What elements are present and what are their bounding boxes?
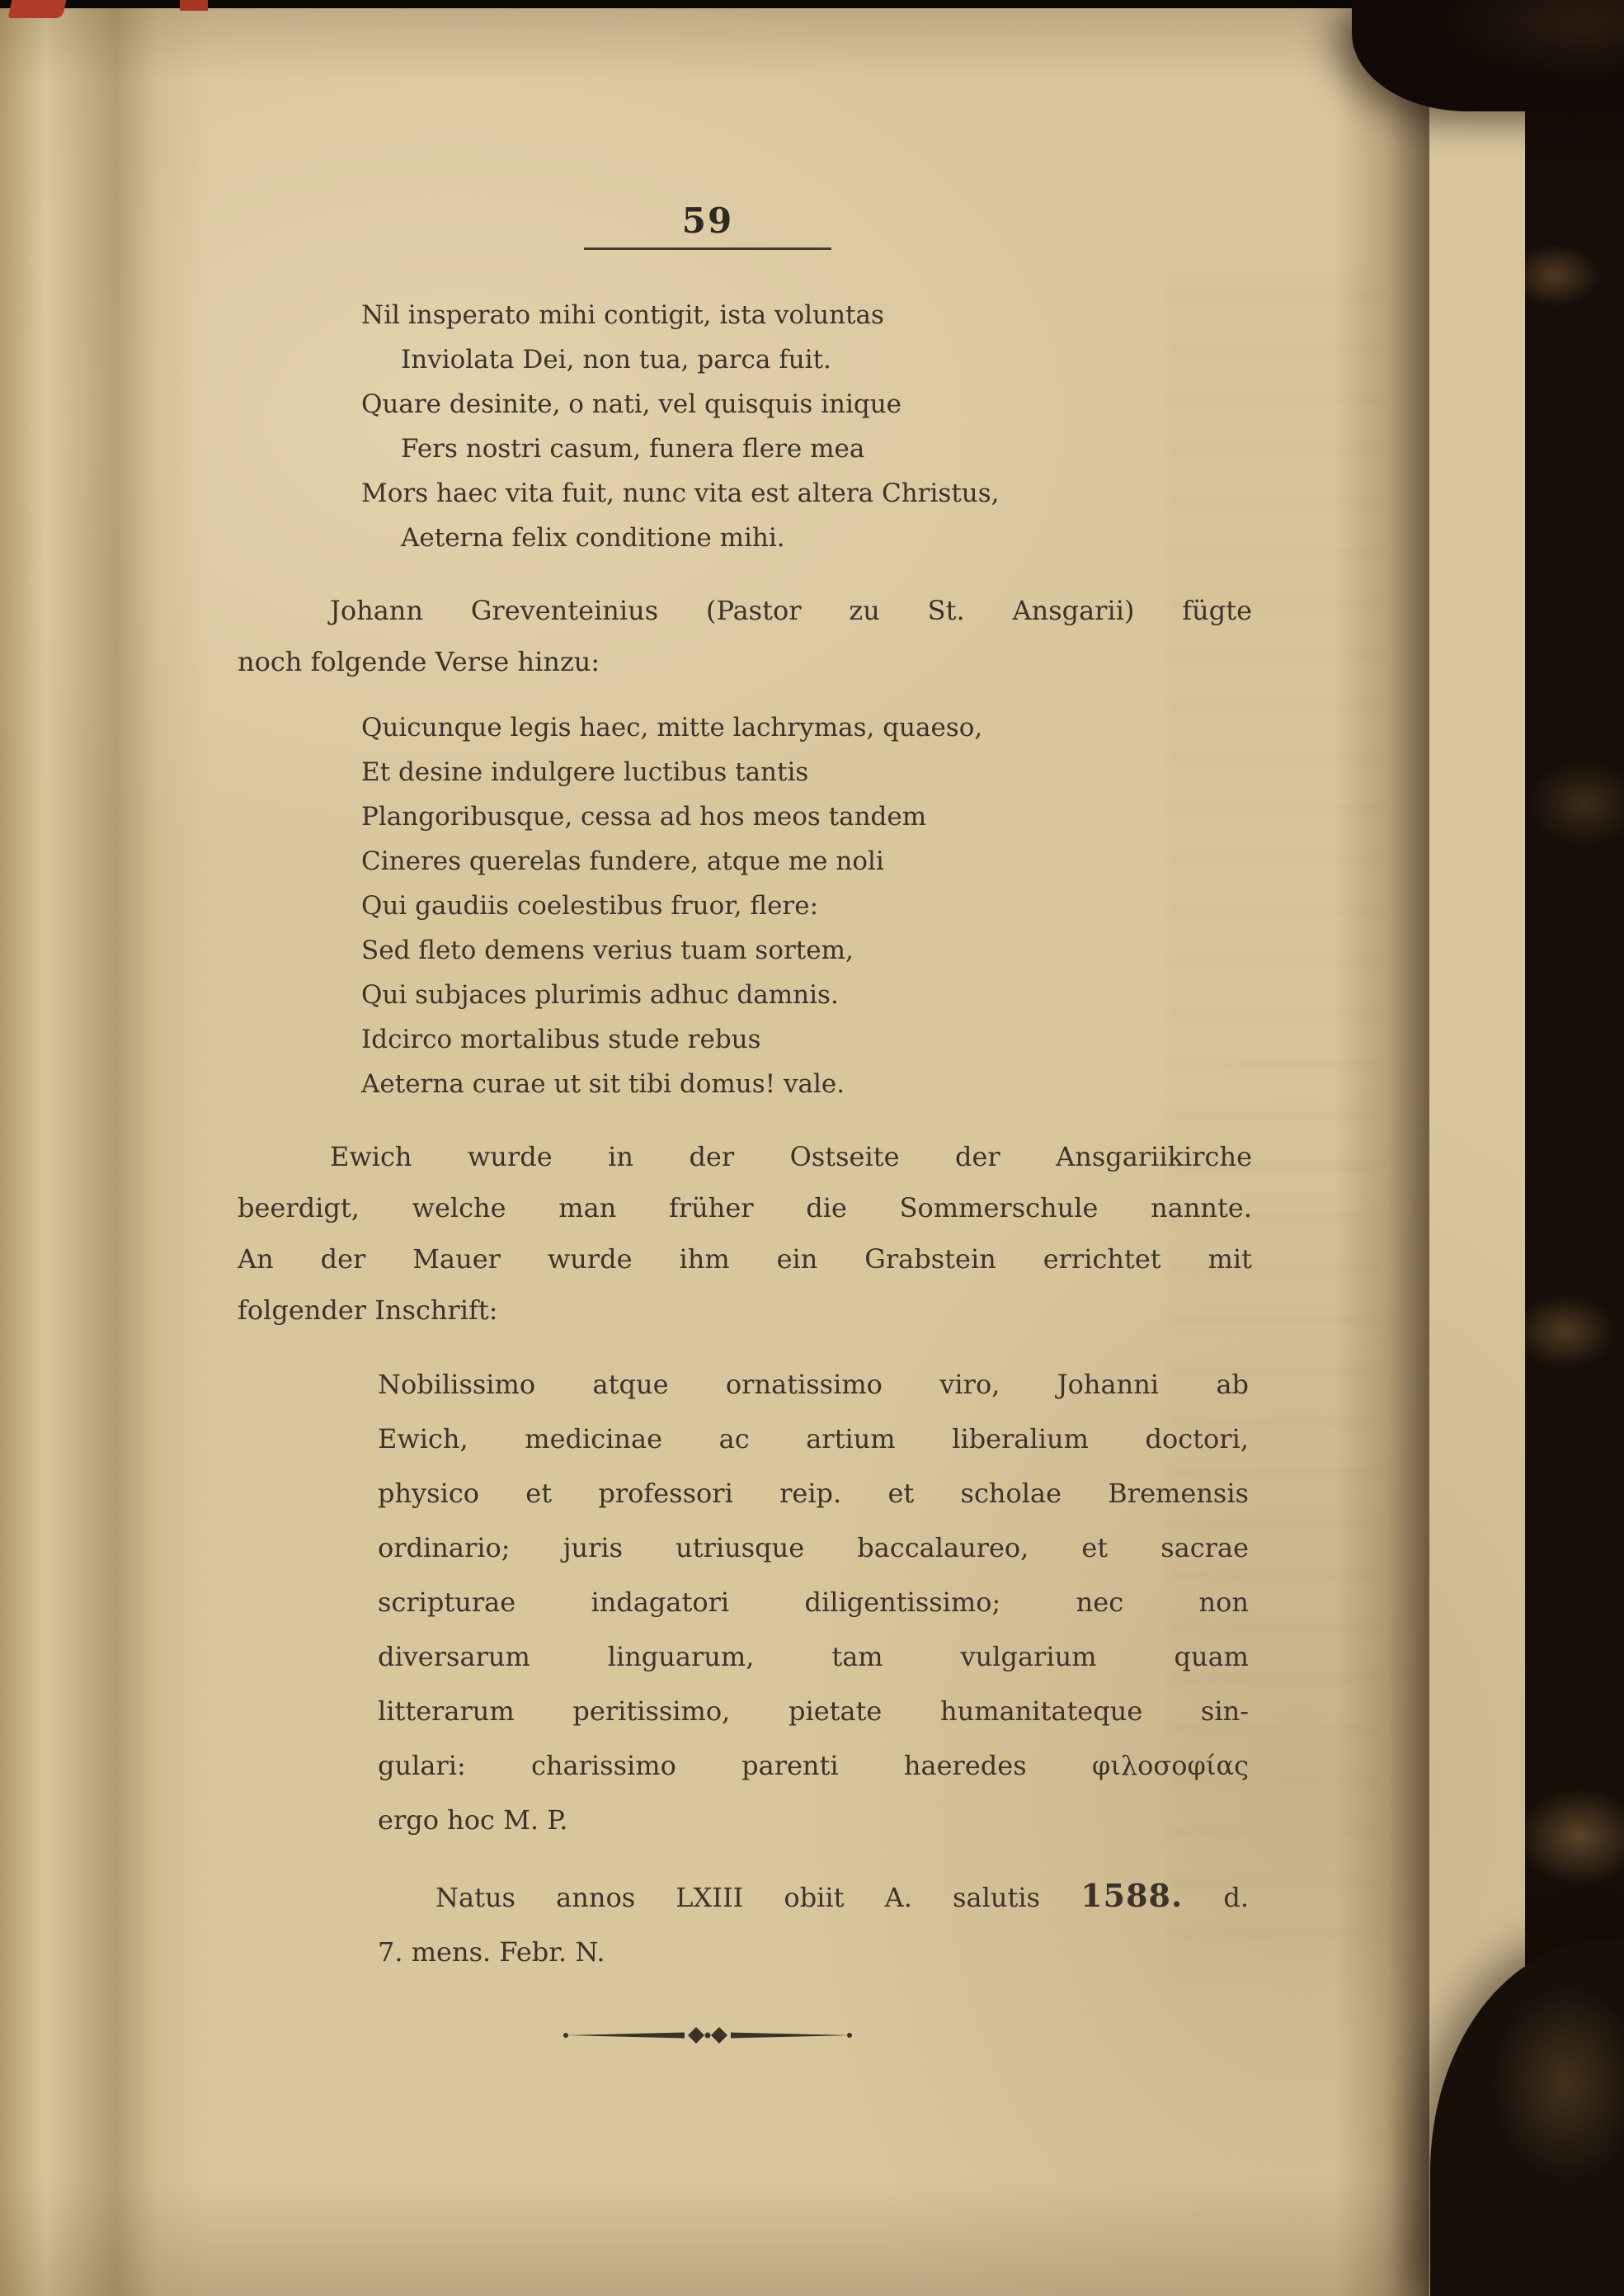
paragraph-ewich-burial — [238, 1131, 1252, 1336]
colophon-line — [378, 1869, 1249, 1925]
verse-line: Qui subjaces plurimis adhuc damnis. — [361, 980, 839, 1010]
latin-verse-1 — [361, 293, 1252, 560]
page-number-rule — [584, 248, 831, 250]
colophon-line: 7. mens. Febr. N. — [378, 1936, 605, 1968]
page-number: 59 — [681, 200, 734, 241]
fore-edge-shadow — [1335, 7, 1429, 2296]
paragraph-line: noch folgende Verse hinzu: — [238, 646, 600, 677]
paragraph-line: Johann Greventeinius (Pastor zu St. Ansgarii) fügte — [330, 595, 1252, 626]
paragraph-line: folgender Inschrift: — [238, 1294, 498, 1326]
verse-line: Aeterna curae ut sit tibi domus! vale. — [361, 1069, 845, 1099]
verse-line: Aeterna felix conditione mihi. — [401, 523, 785, 553]
verse-line: Sed fleto demens verius tuam sortem, — [361, 936, 854, 965]
verse-line: Nil insperato mihi contigit, ista voluntas — [361, 300, 884, 330]
inscription-line: scripturae indagatori diligentissimo; nec non — [378, 1586, 1249, 1618]
verse-line: Mors haec vita fuit, nunc vita est altera Christus, — [361, 479, 1000, 508]
colophon-text: Natus annos LXIII obiit A. salutis — [435, 1882, 1040, 1913]
inscription-line: gulari: charissimo parenti haeredes φιλοσοφίας — [378, 1750, 1249, 1781]
verse-line: Idcirco mortalibus stude rebus — [361, 1025, 761, 1054]
inscription-line: Ewich, medicinae ac artium liberalium doctori, — [378, 1423, 1249, 1454]
paragraph-line: beerdigt, welche man früher die Sommerschule nannte. — [238, 1192, 1252, 1223]
red-binding-mark — [8, 0, 67, 18]
colophon-text: d. — [1223, 1882, 1250, 1913]
inscription-line: ordinario; juris utriusque baccalaureo, et sacrae — [378, 1532, 1249, 1563]
divider-ornament — [200, 2024, 1215, 2050]
ornament-rule-graphic — [559, 2024, 856, 2047]
verse-line: Quare desinite, o nati, vel quisquis inique — [361, 389, 902, 419]
inscription-line: diversarum linguarum, tam vulgarium quam — [378, 1641, 1249, 1672]
inscription-line: Nobilissimo atque ornatissimo viro, Johanni ab — [378, 1369, 1249, 1400]
verse-line: Qui gaudiis coelestibus fruor, flere: — [361, 891, 819, 921]
grave-inscription — [378, 1357, 1249, 1847]
inscription-line: ergo hoc M. P. — [378, 1804, 568, 1836]
paragraph-line: An der Mauer wurde ihm ein Grabstein errichtet mit — [238, 1243, 1252, 1275]
verse-line: Inviolata Dei, non tua, parca fuit. — [401, 345, 831, 375]
verse-line: Et desine indulgere luctibus tantis — [361, 757, 809, 787]
verse-line: Quicunque legis haec, mitte lachrymas, quaeso, — [361, 713, 983, 743]
death-year: 1588. — [1080, 1877, 1184, 1914]
page-header — [200, 200, 1215, 250]
book-page — [0, 7, 1527, 2296]
paragraph-greventeinius — [238, 585, 1252, 687]
inscription-line: physico et professori reip. et scholae Bremensis — [378, 1478, 1249, 1509]
page-curve-shadow — [0, 7, 210, 2296]
verse-line: Cineres querelas fundere, atque me noli — [361, 846, 884, 876]
verse-line: Fers nostri casum, funera flere mea — [401, 434, 865, 464]
verse-line: Plangoribusque, cessa ad hos meos tandem — [361, 802, 927, 832]
paragraph-line: Ewich wurde in der Ostseite der Ansgariikirche — [330, 1141, 1252, 1172]
page-content — [238, 200, 1252, 2050]
red-binding-mark — [180, 0, 208, 11]
inscription-line: litterarum peritissimo, pietate humanitateque sin- — [378, 1695, 1249, 1727]
inscription-dates — [378, 1869, 1249, 1979]
latin-verse-2 — [361, 705, 1252, 1106]
